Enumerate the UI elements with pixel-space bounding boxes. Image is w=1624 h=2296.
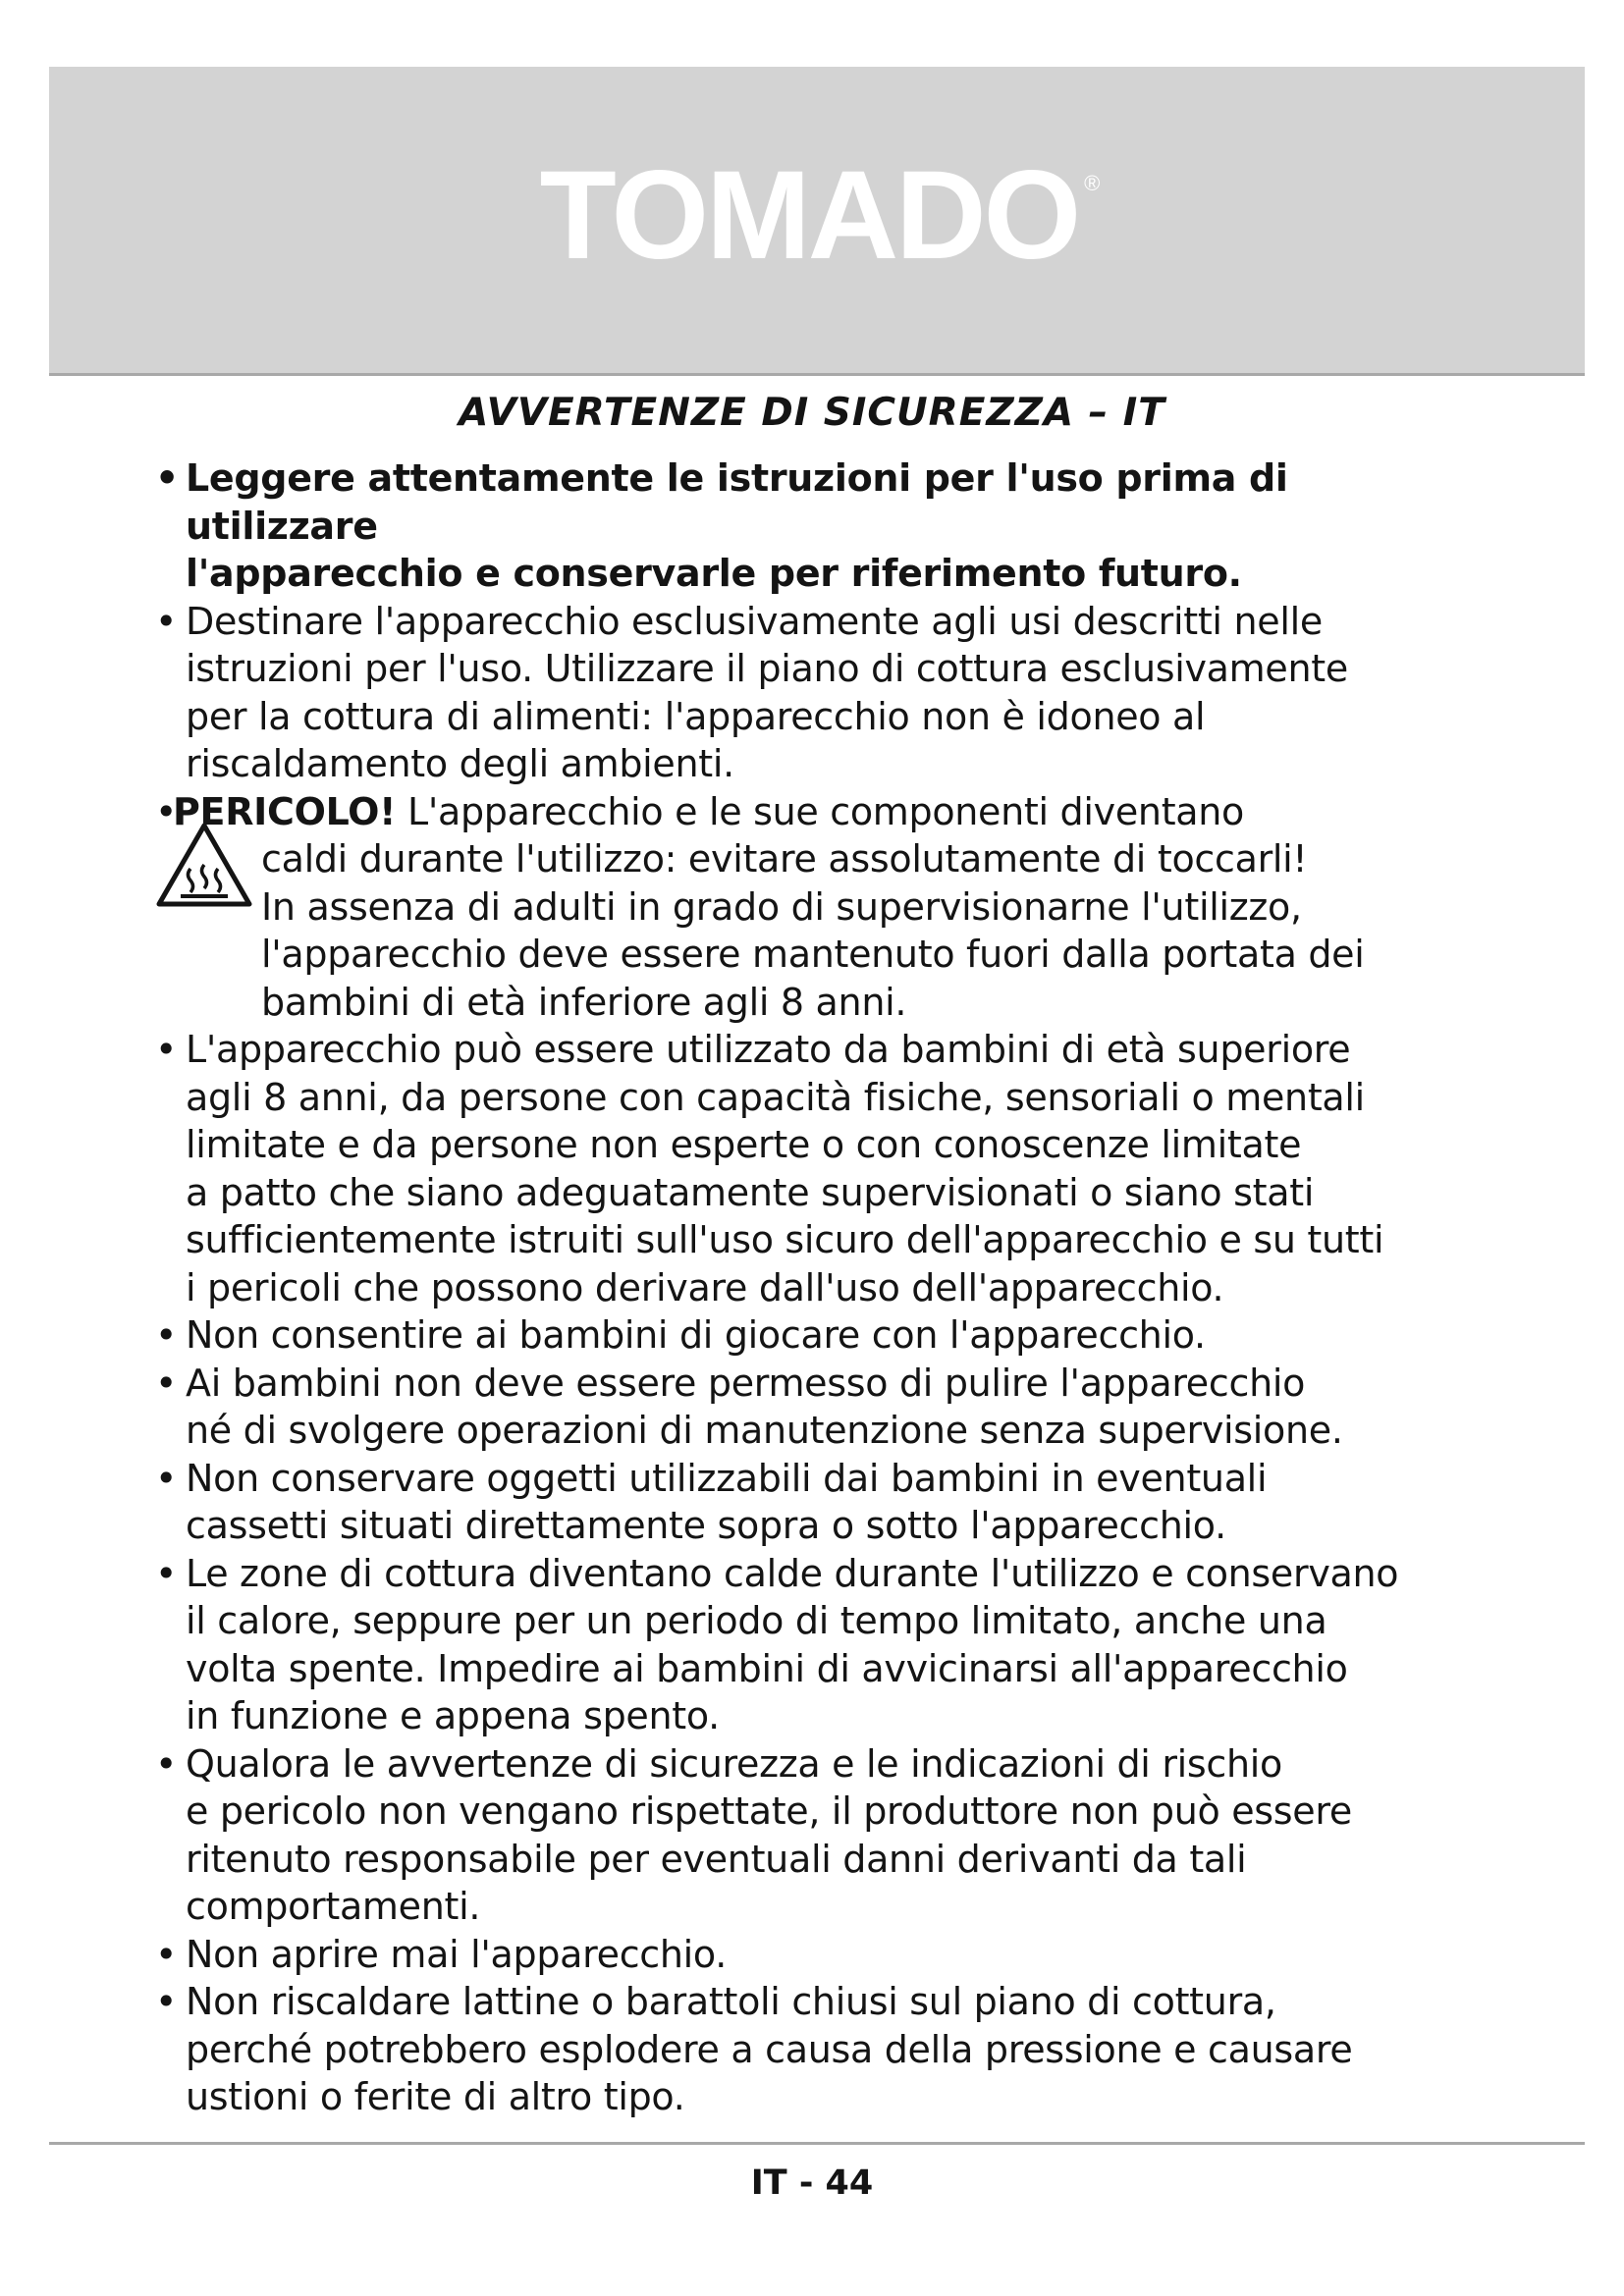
brand-logo: [49, 145, 1585, 286]
danger-line: l'apparecchio deve essere mantenuto fuori dalla portata dei: [261, 933, 1365, 976]
list-item-line: ritenuto responsabile per eventuali danni derivanti da tali: [186, 1837, 1247, 1881]
list-item-line: limitate e da persone non esperte o con conoscenze limitate: [186, 1123, 1302, 1166]
header-band: [49, 67, 1585, 376]
list-item-line: • Non conservare oggetti utilizzabili dai bambini in eventuali: [186, 1456, 1268, 1500]
list-item-line: cassetti situati direttamente sopra o sotto l'apparecchio.: [186, 1504, 1226, 1547]
danger-line: In assenza di adulti in grado di supervisionarne l'utilizzo,: [261, 884, 1302, 929]
list-item-line: sufficientemente istruiti sull'uso sicuro dell'apparecchio e su tutti: [186, 1218, 1384, 1261]
danger-first-line: [173, 790, 1244, 833]
list-item: [155, 1740, 1471, 1931]
list-item-line: • L'apparecchio può essere utilizzato da bambini di età superiore: [186, 1028, 1351, 1071]
list-item-line: per la cottura di alimenti: l'apparecchio non è idoneo al: [186, 694, 1206, 738]
list-item-line: • Non riscaldare lattine o barattoli chiusi sul piano di cottura,: [186, 1980, 1276, 2023]
list-item-line: istruzioni per l'uso. Utilizzare il piano di cottura esclusivamente: [186, 647, 1348, 690]
list-item-line: riscaldamento degli ambienti.: [186, 742, 734, 785]
list-item-line: • Le zone di cottura diventano calde durante l'utilizzo e conservano: [186, 1551, 1399, 1595]
list-item-line: comportamenti.: [186, 1885, 481, 1928]
list-item-line: • Non aprire mai l'apparecchio.: [186, 1932, 727, 1976]
danger-line: caldi durante l'utilizzo: evitare assolutamente di toccarli!: [261, 837, 1308, 881]
list-item: [155, 1550, 1471, 1740]
list-item-line: • Leggere attentamente le istruzioni per l'uso prima di utilizzare: [186, 456, 1288, 548]
list-item-line: e pericolo non vengano rispettate, il produttore non può essere: [186, 1789, 1352, 1833]
list-item: [155, 598, 1471, 788]
list-item-line: • Destinare l'apparecchio esclusivamente agli usi descritti nelle: [186, 599, 1323, 643]
list-item-line: il calore, seppure per un periodo di tempo limitato, anche una: [186, 1599, 1327, 1642]
hot-surface-warning-icon: [155, 822, 253, 908]
list-item: [155, 454, 1471, 598]
list-item: [155, 1026, 1471, 1311]
list-item: [155, 1311, 1471, 1360]
list-item-line: volta spente. Impedire ai bambini di avvicinarsi all'apparecchio: [186, 1646, 1348, 1690]
list-item-line: ustioni o ferite di altro tipo.: [186, 2075, 685, 2118]
list-item-line: agli 8 anni, da persone con capacità fisiche, sensoriali o mentali: [186, 1075, 1365, 1119]
footer-divider: [49, 2142, 1585, 2145]
list-item-line: l'apparecchio e conservarle per riferimento futuro.: [186, 552, 1242, 595]
danger-line: bambini di età inferiore agli 8 anni.: [261, 980, 907, 1024]
brand-name: TOMADO: [539, 145, 1079, 286]
list-item: [155, 1455, 1471, 1550]
list-item: [155, 1978, 1471, 2121]
danger-warning: [155, 788, 1471, 1027]
list-item-line: • Non consentire ai bambini di giocare con l'apparecchio.: [186, 1313, 1206, 1357]
warning-list: [155, 454, 1471, 2121]
list-item-line: a patto che siano adeguatamente supervisionati o siano stati: [186, 1170, 1315, 1214]
list-item-line: perché potrebbero esplodere a causa della pressione e causare: [186, 2027, 1353, 2071]
list-item-line: i pericoli che possono derivare dall'uso dell'apparecchio.: [186, 1265, 1224, 1309]
section-title: AVVERTENZE DI SICUREZZA – IT: [459, 391, 1165, 435]
list-item-line: • Qualora le avvertenze di sicurezza e le indicazioni di rischio: [186, 1741, 1283, 1786]
list-item-line: in funzione e appena spento.: [186, 1694, 720, 1737]
list-item: [155, 1360, 1471, 1455]
list-item: [155, 1931, 1471, 1979]
registered-mark: ®: [1084, 171, 1101, 195]
list-item-line: né di svolgere operazioni di manutenzione senza supervisione.: [186, 1409, 1343, 1452]
page-number: IT - 44: [750, 2163, 874, 2203]
safety-warnings: [155, 454, 1471, 2121]
danger-keyword: PERICOLO!: [173, 789, 397, 833]
danger-text: L'apparecchio e le sue componenti diventano: [396, 789, 1245, 833]
list-item-line: • Ai bambini non deve essere permesso di pulire l'apparecchio: [186, 1361, 1306, 1405]
